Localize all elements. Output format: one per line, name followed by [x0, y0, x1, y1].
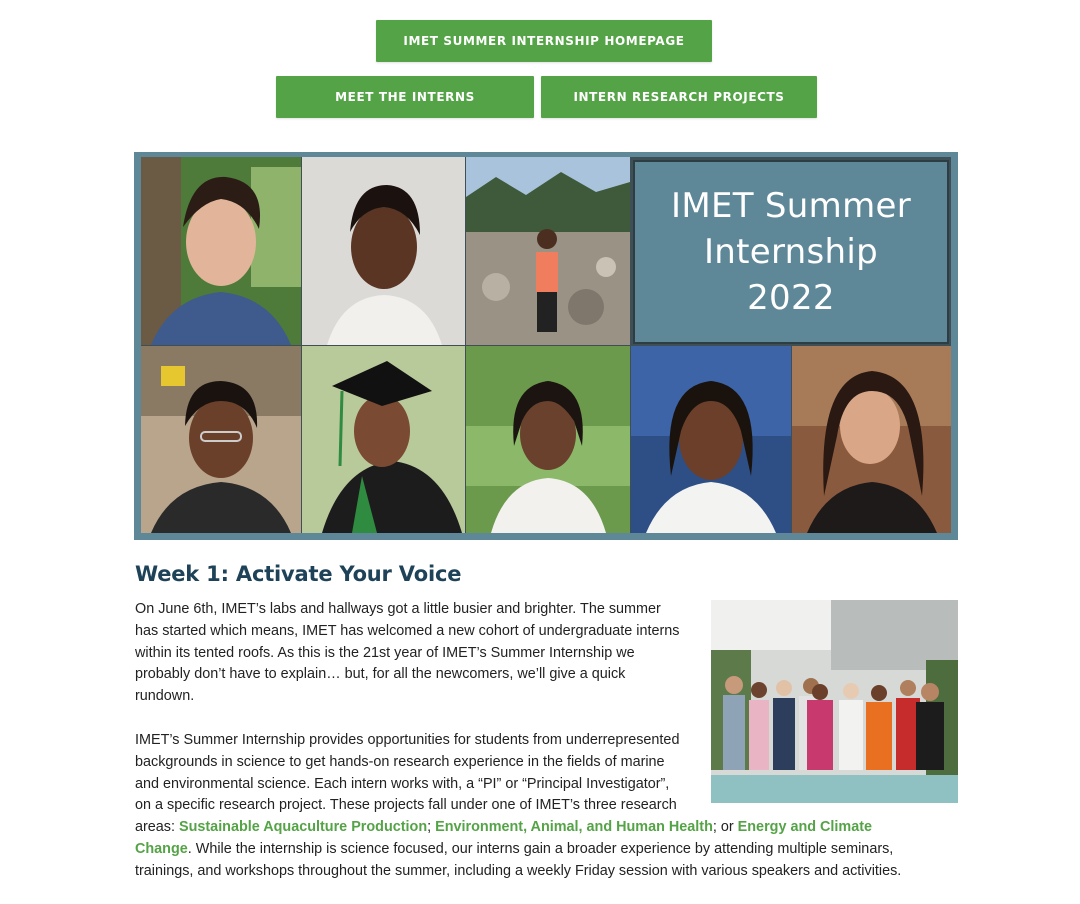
sustainable-aquaculture-link[interactable]: Sustainable Aquaculture Production	[179, 819, 428, 836]
environment-health-link[interactable]: Environment, Animal, and Human Health	[435, 819, 713, 836]
intern-photo-1	[141, 157, 301, 345]
intern-photo-3	[466, 157, 630, 345]
separator-2: ; or	[712, 819, 738, 836]
intern-photo-7	[631, 346, 791, 533]
intern-photo-6	[466, 346, 630, 533]
intern-photo-5	[302, 346, 465, 533]
article-heading: Week 1: Activate Your Voice	[135, 562, 462, 586]
group-photo	[711, 600, 958, 803]
meet-the-interns-button[interactable]: MEET THE INTERNS	[276, 76, 534, 118]
banner-title: IMET Summer Internship 2022	[671, 186, 911, 318]
banner-collage	[134, 152, 958, 540]
article-body	[135, 599, 915, 904]
paragraph-program-end: . While the internship is science focused, our interns gain a broader experience by attending multiple seminars, trainings, and workshops throughout the summer, including a weekly Friday session with various speakers and activities.	[135, 840, 902, 879]
separator-1: ;	[427, 819, 436, 836]
intern-research-projects-button[interactable]: INTERN RESEARCH PROJECTS	[541, 76, 817, 118]
intern-photo-8	[792, 346, 951, 533]
internship-homepage-button[interactable]: IMET SUMMER INTERNSHIP HOMEPAGE	[376, 20, 712, 62]
banner-title-box	[633, 160, 949, 344]
photo-grid	[141, 157, 951, 533]
energy-climate-link[interactable]: Energy and Climate Change	[135, 819, 873, 857]
paragraph-intro: On June 6th, IMET’s labs and hallways got a little busier and brighter. The summer has started which means, IMET has welcomed a new cohort of undergraduate interns within its tented roofs. As this is the 21st year of IMET’s Summer Internship we probably don’t have to explain… but, for all the newcomers, we’ll give a quick rundown.	[135, 601, 680, 705]
intern-photo-2	[302, 157, 465, 345]
intern-photo-4	[141, 346, 301, 533]
paragraph-program-start: IMET’s Summer Internship provides opportunities for students from underrepresented backgrounds in science to get hands-on research experience in the fields of marine and environmental science. Each intern works with, a “PI” or “Principal Investigator”, on a specific research project. These projects fall under one of IMET’s three research areas:	[135, 731, 680, 836]
